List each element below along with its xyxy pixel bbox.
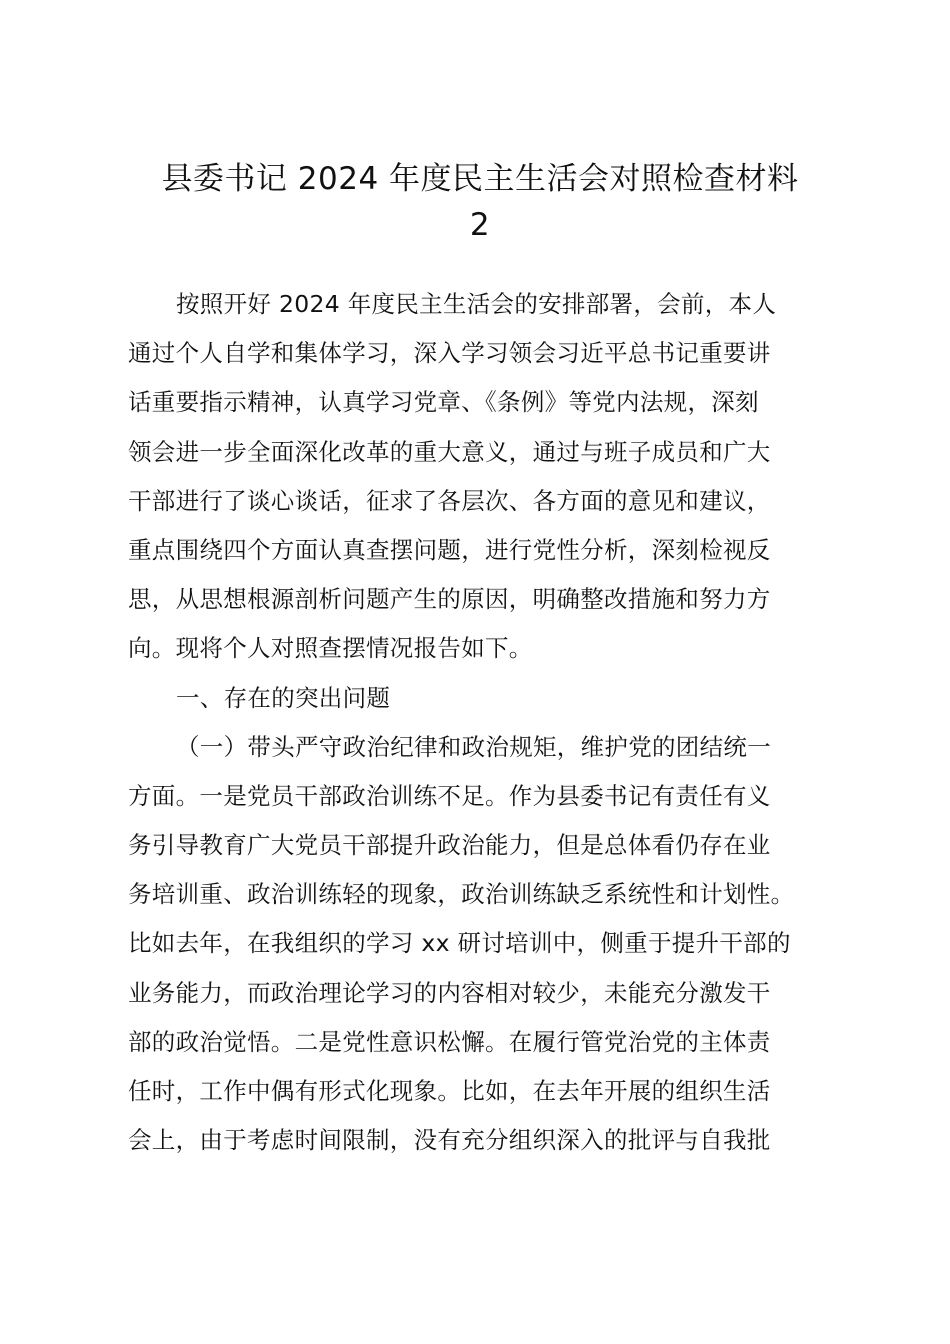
- paragraph-line: 会上，由于考虑时间限制，没有充分组织深入的批评与自我批: [128, 1126, 771, 1155]
- paragraph-line: 按照开好 2024 年度民主生活会的安排部署，会前，本人: [176, 290, 777, 318]
- section-heading: [128, 674, 868, 723]
- paragraph-line: 向。现将个人对照查摆情况报告如下。: [128, 634, 533, 663]
- paragraph-line: 重点围绕四个方面认真查摆问题，进行党性分析，深刻检视反: [128, 535, 771, 564]
- paragraph-line: 任时，工作中偶有形式化现象。比如，在去年开展的组织生活: [128, 1077, 771, 1105]
- title-line-2: 2: [469, 207, 491, 243]
- title-line-1: 县委书记 2024 年度民主生活会对照检查材料: [161, 161, 799, 197]
- subsection-paragraph: [128, 723, 868, 1166]
- paragraph-line: 部的政治觉悟。二是党性意识松懈。在履行管党治党的主体责: [128, 1027, 771, 1056]
- paragraph-line: 务引导教育广大党员干部提升政治能力，但是总体看仍存在业: [128, 831, 771, 860]
- paragraph-line: 业务能力，而政治理论学习的内容相对较少，未能充分激发干: [128, 978, 771, 1007]
- paragraph-line: 通过个人自学和集体学习，深入学习领会习近平总书记重要讲: [128, 339, 771, 368]
- paragraph-line: 方面。一是党员干部政治训练不足。作为县委书记有责任有义: [128, 781, 771, 810]
- document-body: [128, 280, 868, 1165]
- paragraph-line: 比如去年，在我组织的学习 xx 研讨培训中，侧重于提升干部的: [128, 929, 791, 958]
- paragraph-line: 思，从思想根源剖析问题产生的原因，明确整改措施和努力方: [128, 585, 771, 614]
- document-title: [110, 156, 850, 248]
- paragraph-line: 干部进行了谈心谈话，征求了各层次、各方面的意见和建议，: [128, 486, 771, 515]
- paragraph-line: 务培训重、政治训练轻的现象，政治训练缺乏系统性和计划性。: [128, 880, 795, 909]
- paragraph-line: （一）带头严守政治纪律和政治规矩，维护党的团结统一: [176, 732, 771, 761]
- paragraph-line: 领会进一步全面深化改革的重大意义，通过与班子成员和广大: [128, 437, 771, 466]
- intro-paragraph: [128, 280, 868, 674]
- section-heading-text: 一、存在的突出问题: [176, 683, 391, 712]
- paragraph-line: 话重要指示精神，认真学习党章、《条例》等党内法规，深刻: [128, 388, 759, 417]
